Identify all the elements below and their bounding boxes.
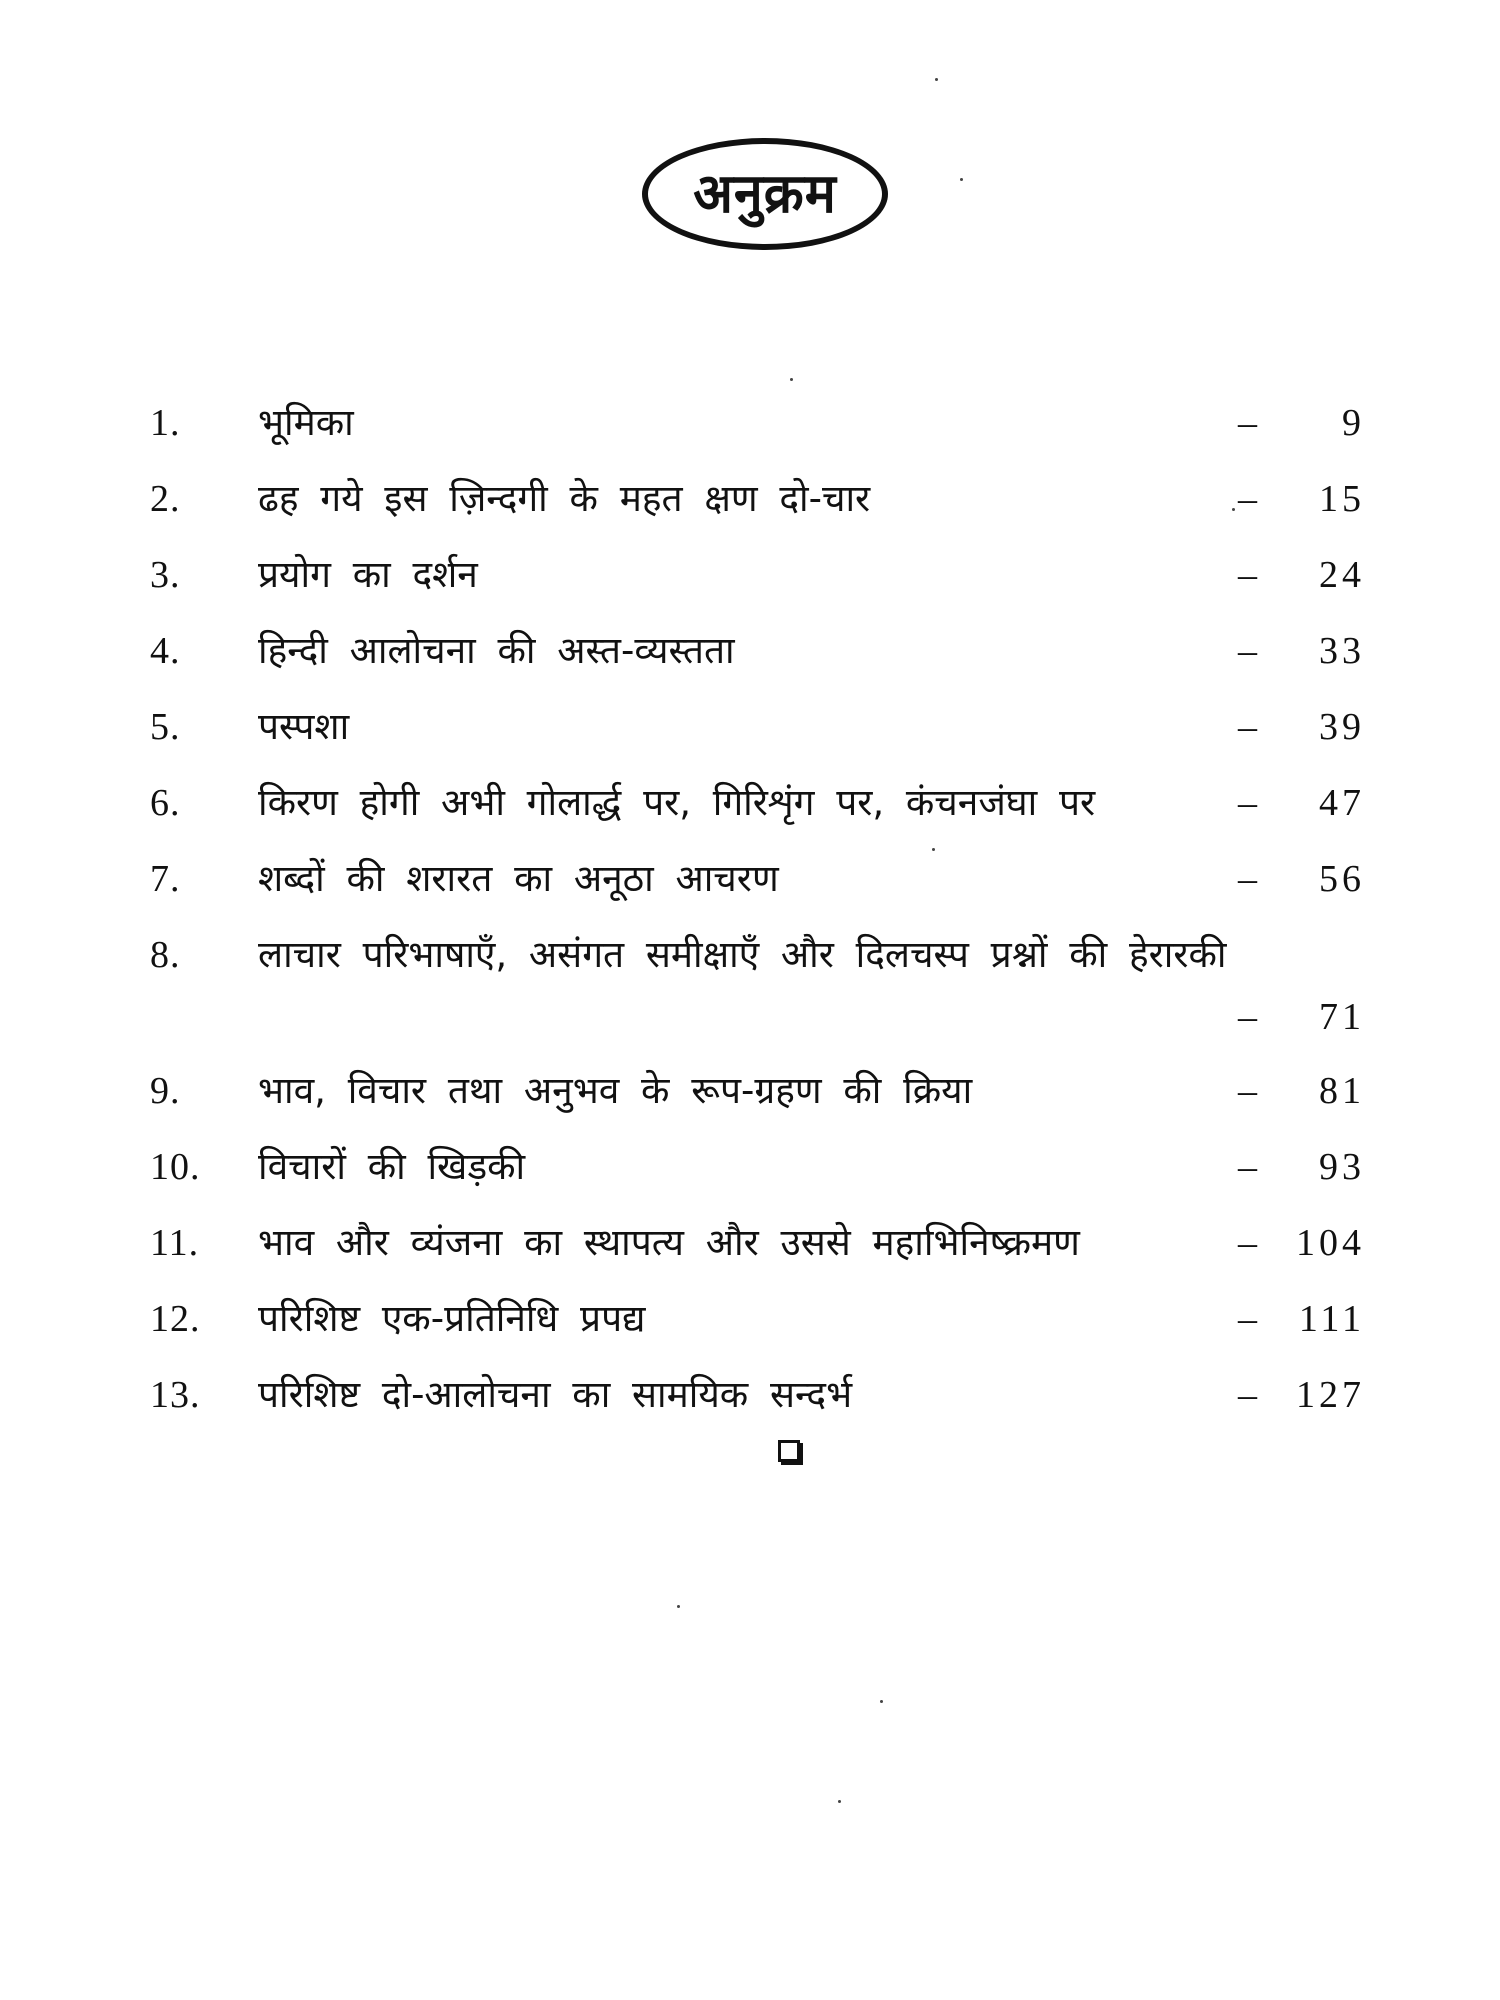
toc-entry[interactable] (150, 1205, 1365, 1281)
entry-number: 11. (150, 1222, 200, 1264)
toc-entry[interactable] (150, 841, 1365, 917)
toc-entry[interactable] (150, 765, 1365, 841)
entry-number: 7. (150, 858, 181, 900)
entry-title: परिशिष्ट दो-आलोचना का सामयिक सन्दर्भ (258, 1373, 853, 1416)
paper-speck (1232, 508, 1235, 511)
paper-speck (932, 848, 935, 851)
entry-dash: – (1238, 858, 1257, 900)
entry-page-number: 104 (1296, 1222, 1365, 1264)
entry-dash: – (1238, 1222, 1257, 1264)
entry-number: 12. (150, 1298, 201, 1340)
entry-number: 1. (150, 402, 181, 444)
entry-page-number: 33 (1319, 630, 1365, 672)
toc-entry[interactable] (150, 461, 1365, 537)
toc-entry[interactable] (150, 1357, 1365, 1433)
entry-dash: – (1238, 1070, 1257, 1112)
entry-title: विचारों की खिड़की (258, 1145, 526, 1188)
entry-number: 5. (150, 706, 181, 748)
entry-page-number: 81 (1319, 1070, 1365, 1112)
entry-number: 10. (150, 1146, 201, 1188)
entry-dash: – (1238, 782, 1257, 824)
entry-page-number: 71 (1319, 996, 1365, 1038)
entry-page-number: 111 (1298, 1298, 1365, 1340)
toc-entry[interactable] (150, 1281, 1365, 1357)
entry-page-number: 56 (1319, 858, 1365, 900)
entry-page-number: 24 (1319, 554, 1365, 596)
entry-dash: – (1238, 1146, 1257, 1188)
entry-number: 3. (150, 554, 181, 596)
toc-entry[interactable] (150, 613, 1365, 689)
entry-page-number: 47 (1319, 782, 1365, 824)
entry-title: लाचार परिभाषाएँ, असंगत समीक्षाएँ और दिलचस्प प्रश्नों की हेरारकी (258, 933, 1227, 976)
entry-number: 9. (150, 1070, 181, 1112)
page-title: अनुक्रम (693, 162, 837, 226)
entry-number: 8. (150, 934, 181, 976)
toc-entry[interactable] (150, 537, 1365, 613)
entry-number: 4. (150, 630, 181, 672)
paper-speck (960, 178, 963, 181)
entry-dash: – (1238, 996, 1257, 1038)
toc-entry[interactable] (150, 1129, 1365, 1205)
entry-title: प्रयोग का दर्शन (258, 553, 478, 596)
toc-entry[interactable] (150, 385, 1365, 461)
table-of-contents (150, 385, 1365, 1433)
entry-title: भाव और व्यंजना का स्थापत्य और उससे महाभिनिष्क्रमण (258, 1221, 1080, 1264)
toc-entry[interactable] (150, 1053, 1365, 1129)
entry-title: शब्दों की शरारत का अनूठा आचरण (258, 857, 779, 900)
entry-number: 6. (150, 782, 181, 824)
entry-dash: – (1238, 1374, 1257, 1416)
entry-number: 2. (150, 478, 181, 520)
entry-title: भूमिका (258, 401, 354, 444)
entry-dash: – (1238, 402, 1257, 444)
entry-page-number: 15 (1319, 478, 1365, 520)
entry-page-number: 9 (1342, 402, 1365, 444)
entry-title: भाव, विचार तथा अनुभव के रूप-ग्रहण की क्रिया (258, 1069, 973, 1112)
paper-speck (790, 378, 793, 381)
paper-speck (677, 1605, 680, 1608)
entry-dash: – (1238, 478, 1257, 520)
paper-speck (880, 1700, 883, 1703)
entry-title: ढह गये इस ज़िन्दगी के महत क्षण दो-चार (258, 477, 871, 520)
entry-dash: – (1238, 630, 1257, 672)
paper-speck (838, 1800, 841, 1803)
title-oval (642, 138, 888, 250)
entry-title: परिशिष्ट एक-प्रतिनिधि प्रपद्य (258, 1297, 646, 1340)
entry-title: हिन्दी आलोचना की अस्त-व्यस्तता (258, 629, 735, 672)
entry-dash: – (1238, 554, 1257, 596)
toc-entry[interactable] (150, 689, 1365, 765)
entry-page-number: 127 (1296, 1374, 1365, 1416)
entry-title: किरण होगी अभी गोलार्द्ध पर, गिरिशृंग पर, कंचनजंघा पर (258, 781, 1096, 824)
toc-entry[interactable] (150, 917, 1365, 1053)
entry-dash: – (1238, 706, 1257, 748)
entry-title: पस्पशा (258, 705, 350, 748)
paper-speck (935, 78, 938, 81)
entry-page-number: 93 (1319, 1146, 1365, 1188)
entry-dash: – (1238, 1298, 1257, 1340)
square-end-mark-icon (778, 1440, 800, 1462)
entry-number: 13. (150, 1374, 201, 1416)
entry-page-number: 39 (1319, 706, 1365, 748)
